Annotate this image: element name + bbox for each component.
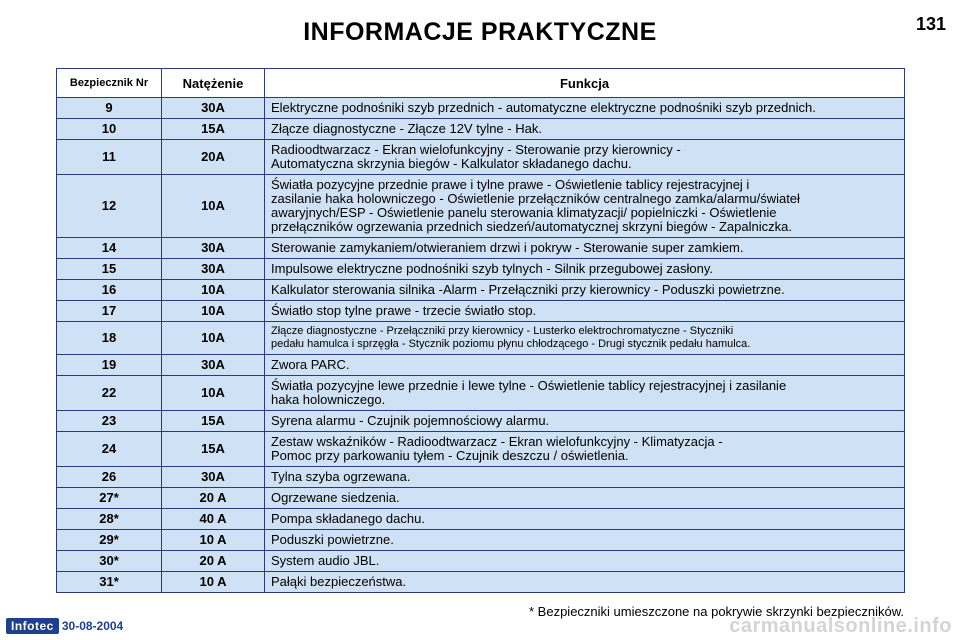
amperage-cell: 10A: [162, 322, 265, 355]
function-cell: Światło stop tylne prawe - trzecie światło stop.: [265, 301, 905, 322]
fuse-table: [56, 68, 905, 593]
amperage-cell: 10 A: [162, 572, 265, 593]
function-cell: Złącze diagnostyczne - Przełączniki przy kierownicy - Lusterko elektrochromatyczne - Styczniki pedału hamulca i sprzęgła - Stycznik poziomu płynu chłodzącego - Drugi stycznik pedału hamulca.: [265, 322, 905, 355]
function-cell: Zwora PARC.: [265, 355, 905, 376]
amperage-cell: 30A: [162, 355, 265, 376]
page-title: INFORMACJE PRAKTYCZNE: [303, 18, 657, 46]
fuse-number-cell: 30*: [57, 551, 162, 572]
amperage-cell: 10 A: [162, 530, 265, 551]
table-row: [57, 551, 905, 572]
fuse-number-cell: 15: [57, 259, 162, 280]
table-row: [57, 175, 905, 238]
footer: [6, 618, 123, 634]
fuse-number-cell: 31*: [57, 572, 162, 593]
amperage-cell: 15A: [162, 411, 265, 432]
table-row: [57, 411, 905, 432]
print-date: 30-08-2004: [61, 619, 124, 633]
table-row: [57, 509, 905, 530]
amperage-cell: 20A: [162, 140, 265, 175]
table-row: [57, 140, 905, 175]
fuse-number-cell: 9: [57, 98, 162, 119]
function-cell: Tylna szyba ogrzewana.: [265, 467, 905, 488]
function-cell: Zestaw wskaźników - Radioodtwarzacz - Ekran wielofunkcyjny - Klimatyzacja - Pomoc przy parkowaniu tyłem - Czujnik deszczu / oświetlenia.: [265, 432, 905, 467]
footnote: * Bezpieczniki umieszczone na pokrywie skrzynki bezpieczników.: [529, 604, 904, 619]
watermark: carmanualsonline.info: [729, 615, 952, 637]
function-cell: Ogrzewane siedzenia.: [265, 488, 905, 509]
amperage-cell: 30A: [162, 98, 265, 119]
fuse-number-cell: 18: [57, 322, 162, 355]
function-cell: Złącze diagnostyczne - Złącze 12V tylne - Hak.: [265, 119, 905, 140]
header-function: Funkcja: [265, 69, 905, 98]
fuse-number-cell: 16: [57, 280, 162, 301]
amperage-cell: 10A: [162, 376, 265, 411]
fuse-number-cell: 24: [57, 432, 162, 467]
table-row: [57, 238, 905, 259]
function-cell: Światła pozycyjne przednie prawe i tylne prawe - Oświetlenie tablicy rejestracyjnej i zasilanie haka holowniczego - Oświetlenie przełączników centralnego zamka/alarmu/świateł awaryjnych/ESP - Oświetlenie panelu sterowania klimatyzacji/ popielniczki - Oświetlenie przełączników ogrzewania przednich siedzeń/automatycznej skrzyni biegów - Zapalniczka.: [265, 175, 905, 238]
fuse-number-cell: 23: [57, 411, 162, 432]
table-header-row: [57, 69, 905, 98]
table-row: [57, 530, 905, 551]
function-cell: Pałąki bezpieczeństwa.: [265, 572, 905, 593]
amperage-cell: 10A: [162, 280, 265, 301]
amperage-cell: 40 A: [162, 509, 265, 530]
amperage-cell: 20 A: [162, 551, 265, 572]
fuse-number-cell: 27*: [57, 488, 162, 509]
table-row: [57, 432, 905, 467]
function-cell: System audio JBL.: [265, 551, 905, 572]
header-fuse-number: Bezpiecznik Nr: [57, 69, 162, 98]
amperage-cell: 30A: [162, 259, 265, 280]
fuse-number-cell: 10: [57, 119, 162, 140]
fuse-number-cell: 26: [57, 467, 162, 488]
amperage-cell: 20 A: [162, 488, 265, 509]
function-cell: Pompa składanego dachu.: [265, 509, 905, 530]
function-cell: Elektryczne podnośniki szyb przednich - automatyczne elektryczne podnośniki szyb przednich.: [265, 98, 905, 119]
infotec-logo: Infotec: [6, 618, 59, 634]
amperage-cell: 15A: [162, 119, 265, 140]
table-row: [57, 572, 905, 593]
function-cell: Sterowanie zamykaniem/otwieraniem drzwi i pokryw - Sterowanie super zamkiem.: [265, 238, 905, 259]
amperage-cell: 10A: [162, 175, 265, 238]
table-row: [57, 488, 905, 509]
table-row: [57, 301, 905, 322]
fuse-number-cell: 28*: [57, 509, 162, 530]
function-cell: Światła pozycyjne lewe przednie i lewe tylne - Oświetlenie tablicy rejestracyjnej i zasilanie haka holowniczego.: [265, 376, 905, 411]
fuse-number-cell: 22: [57, 376, 162, 411]
amperage-cell: 15A: [162, 432, 265, 467]
table-row: [57, 280, 905, 301]
header-amperage: Natężenie: [162, 69, 265, 98]
fuse-number-cell: 29*: [57, 530, 162, 551]
function-cell: Syrena alarmu - Czujnik pojemnościowy alarmu.: [265, 411, 905, 432]
page-number: 131: [915, 14, 946, 34]
table-row: [57, 467, 905, 488]
amperage-cell: 30A: [162, 467, 265, 488]
table-row: [57, 355, 905, 376]
amperage-cell: 30A: [162, 238, 265, 259]
function-cell: Impulsowe elektryczne podnośniki szyb tylnych - Silnik przegubowej zasłony.: [265, 259, 905, 280]
function-cell: Poduszki powietrzne.: [265, 530, 905, 551]
fuse-number-cell: 11: [57, 140, 162, 175]
fuse-number-cell: 14: [57, 238, 162, 259]
fuse-number-cell: 12: [57, 175, 162, 238]
function-cell: Kalkulator sterowania silnika -Alarm - Przełączniki przy kierownicy - Poduszki powietrzne.: [265, 280, 905, 301]
amperage-cell: 10A: [162, 301, 265, 322]
function-cell: Radioodtwarzacz - Ekran wielofunkcyjny - Sterowanie przy kierownicy - Automatyczna skrzynia biegów - Kalkulator składanego dachu.: [265, 140, 905, 175]
table-row: [57, 259, 905, 280]
table-row: [57, 322, 905, 355]
fuse-table-body: [57, 98, 905, 593]
table-row: [57, 98, 905, 119]
table-row: [57, 376, 905, 411]
fuse-number-cell: 17: [57, 301, 162, 322]
table-row: [57, 119, 905, 140]
fuse-number-cell: 19: [57, 355, 162, 376]
